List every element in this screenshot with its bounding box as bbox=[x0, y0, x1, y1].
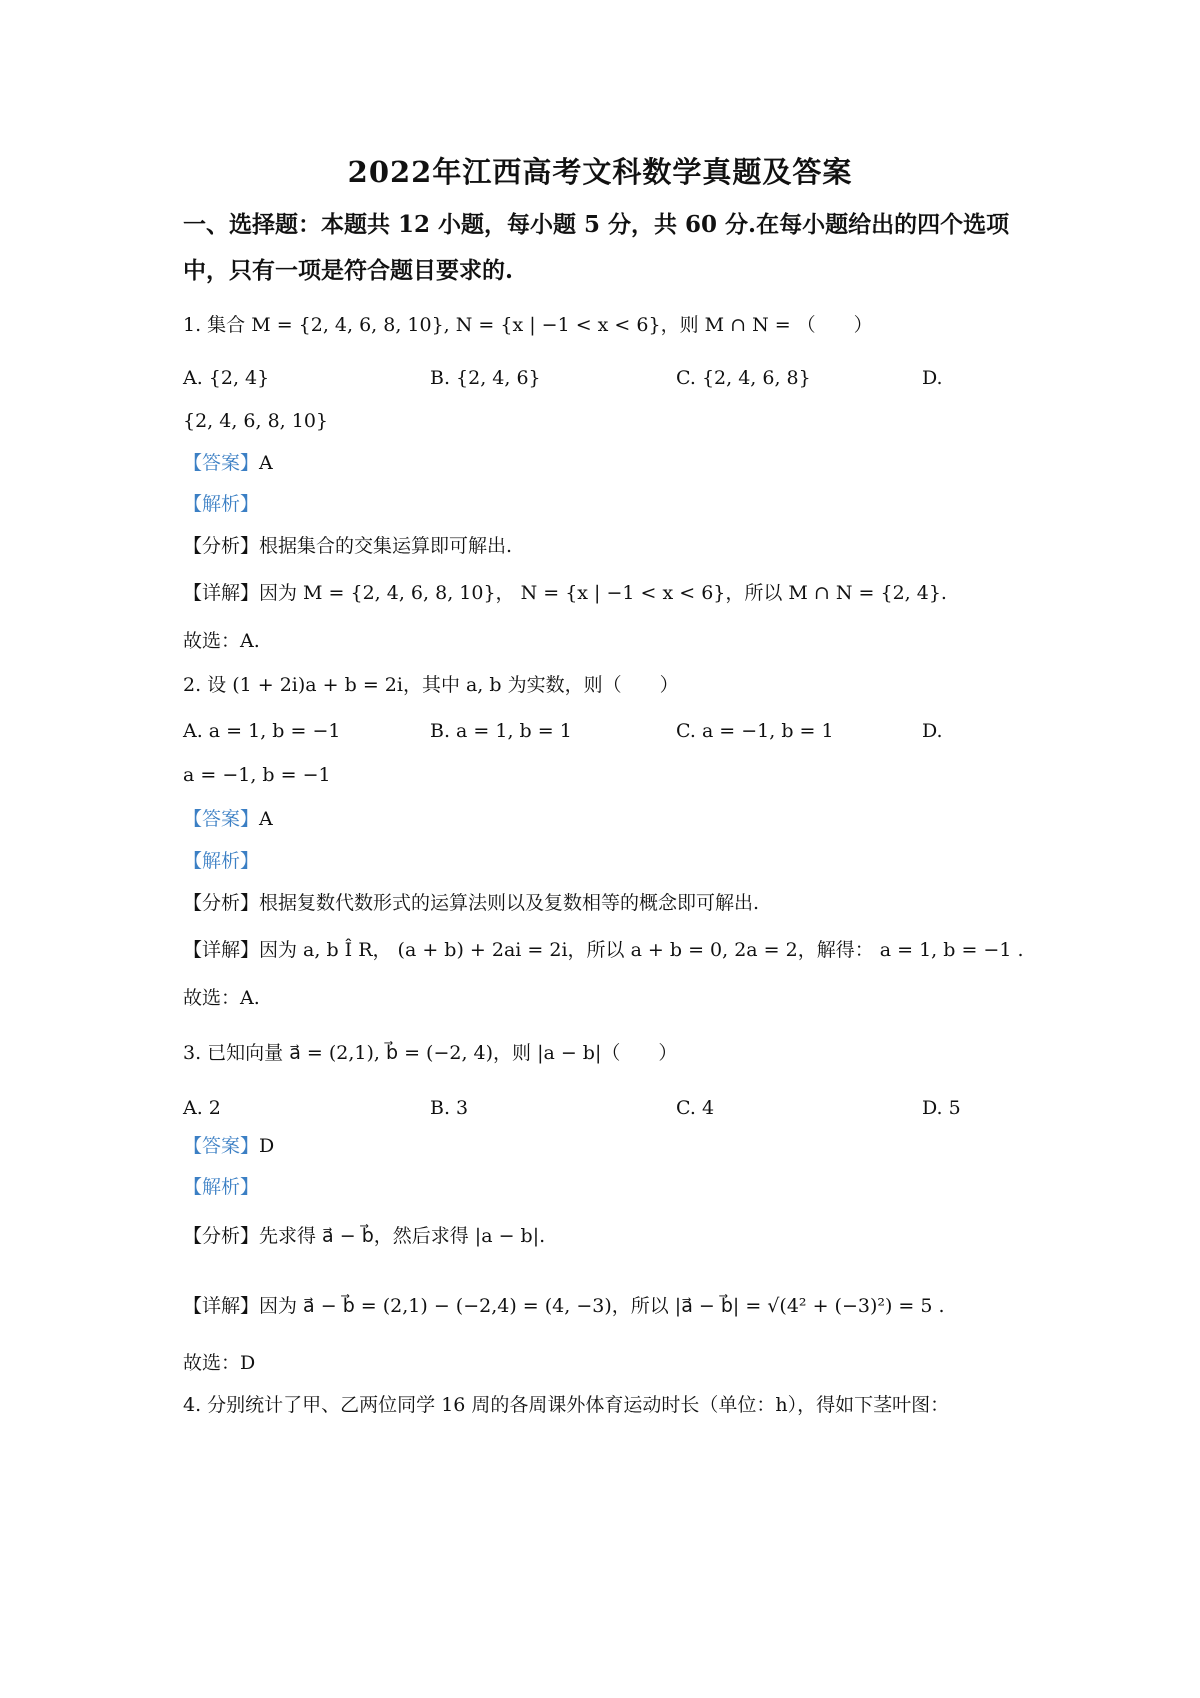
q1-option-d-cont: {2, 4, 6, 8, 10} bbox=[183, 410, 329, 432]
q3-guxuan: 故选：D bbox=[183, 1352, 256, 1374]
q2-stem: 2. 设 (1 + 2i)a + b = 2i，其中 a, b 为实数，则（ ） bbox=[183, 674, 679, 696]
section-heading-line1: 一、选择题：本题共 12 小题，每小题 5 分，共 60 分.在每小题给出的四个选项 bbox=[183, 211, 1010, 238]
answer-tag: 【答案】 bbox=[183, 1135, 260, 1157]
q1-answer bbox=[183, 450, 273, 476]
q1-option-b: B. {2, 4, 6} bbox=[430, 367, 541, 389]
page-title: 2022年江西高考文科数学真题及答案 bbox=[347, 155, 853, 189]
q2-guxuan: 故选：A. bbox=[183, 987, 260, 1009]
q3-option-c: C. 4 bbox=[676, 1097, 715, 1119]
q2-option-d: D. bbox=[922, 720, 943, 742]
fenxi-text: 先求得 a⃗ − b⃗，然后求得 |a − b|. bbox=[259, 1225, 546, 1247]
xiangjie-text: 因为 a, b Î R， (a + b) + 2ai = 2i，所以 a + b = 0, 2a = 2，解得： a = 1, b = −1 . bbox=[259, 939, 1024, 961]
xiangjie-tag: 【详解】 bbox=[183, 582, 260, 604]
q2-fenxi bbox=[183, 890, 759, 916]
q2-option-a: A. a = 1, b = −1 bbox=[183, 720, 341, 742]
q3-option-b: B. 3 bbox=[430, 1097, 469, 1119]
fenxi-tag: 【分析】 bbox=[183, 1225, 260, 1247]
xiangjie-text: 因为 a⃗ − b⃗ = (2,1) − (−2,4) = (4, −3)，所以 |a⃗ − b⃗| = √(4² + (−3)²) = 5 . bbox=[259, 1295, 945, 1317]
q1-stem: 1. 集合 M = {2, 4, 6, 8, 10}, N = {x | −1 < x < 6}，则 M ∩ N = （ ） bbox=[183, 314, 873, 336]
answer-tag: 【答案】 bbox=[183, 452, 260, 474]
q3-answer bbox=[183, 1133, 274, 1159]
answer-value: D bbox=[259, 1135, 275, 1157]
fenxi-text: 根据复数代数形式的运算法则以及复数相等的概念即可解出. bbox=[259, 892, 760, 914]
section-heading-line2: 中，只有一项是符合题目要求的. bbox=[183, 257, 514, 284]
q4-stem: 4. 分别统计了甲、乙两位同学 16 周的各周课外体育运动时长（单位：h），得如下茎叶图： bbox=[183, 1394, 950, 1416]
q1-fenxi bbox=[183, 533, 512, 559]
xiangjie-tag: 【详解】 bbox=[183, 1295, 260, 1317]
fenxi-text: 根据集合的交集运算即可解出. bbox=[259, 535, 513, 557]
q1-option-a: A. {2, 4} bbox=[183, 367, 270, 389]
q1-option-c: C. {2, 4, 6, 8} bbox=[676, 367, 811, 389]
q1-jiexi-tag: 【解析】 bbox=[183, 493, 260, 515]
q1-xiangjie bbox=[183, 580, 947, 606]
q3-xiangjie bbox=[183, 1293, 945, 1319]
q1-option-d: D. bbox=[922, 367, 943, 389]
q2-answer bbox=[183, 806, 273, 832]
fenxi-tag: 【分析】 bbox=[183, 892, 260, 914]
q3-stem: 3. 已知向量 a⃗ = (2,1), b⃗ = (−2, 4)，则 |a − b|（ ） bbox=[183, 1042, 678, 1064]
xiangjie-text: 因为 M = {2, 4, 6, 8, 10}， N = {x | −1 < x < 6}，所以 M ∩ N = {2, 4}. bbox=[259, 582, 947, 604]
q2-option-d-cont: a = −1, b = −1 bbox=[183, 764, 331, 786]
q3-option-d: D. 5 bbox=[922, 1097, 961, 1119]
fenxi-tag: 【分析】 bbox=[183, 535, 260, 557]
q2-jiexi-tag: 【解析】 bbox=[183, 850, 260, 872]
q3-jiexi-tag: 【解析】 bbox=[183, 1176, 260, 1198]
q2-option-b: B. a = 1, b = 1 bbox=[430, 720, 572, 742]
xiangjie-tag: 【详解】 bbox=[183, 939, 260, 961]
answer-value: A bbox=[259, 808, 273, 830]
q2-option-c: C. a = −1, b = 1 bbox=[676, 720, 834, 742]
q3-option-a: A. 2 bbox=[183, 1097, 221, 1119]
q1-guxuan: 故选：A. bbox=[183, 630, 260, 652]
q3-fenxi bbox=[183, 1223, 545, 1249]
answer-value: A bbox=[259, 452, 273, 474]
q2-xiangjie bbox=[183, 937, 1024, 963]
answer-tag: 【答案】 bbox=[183, 808, 260, 830]
